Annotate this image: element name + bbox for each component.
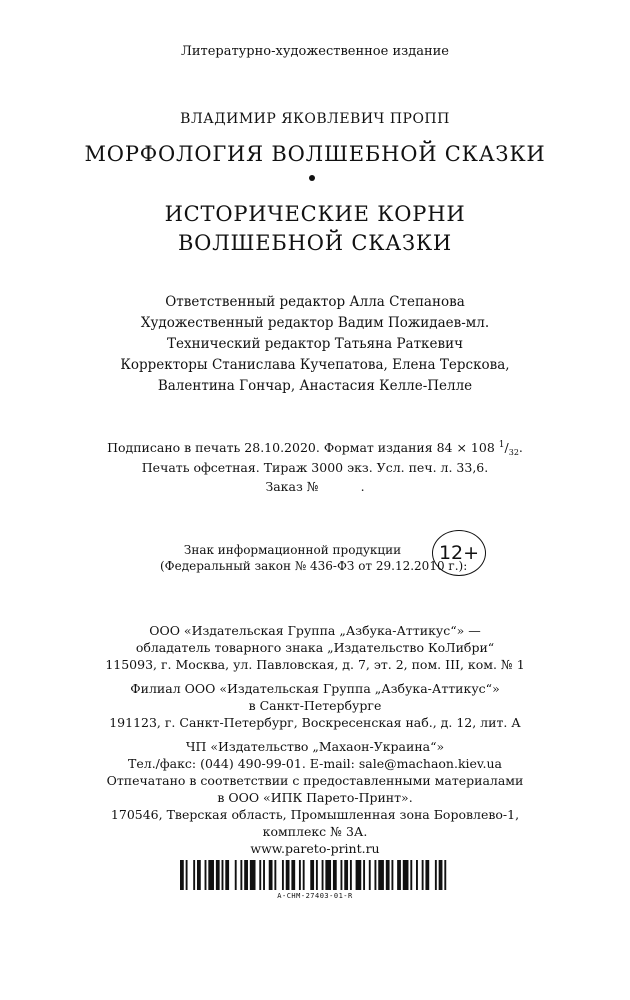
printer-line: комплекс № 3А. <box>262 824 368 839</box>
barcode-bar <box>282 860 284 890</box>
barcode-bar <box>291 860 295 890</box>
print-format-text: Подписано в печать 28.10.2020. Формат издания 84 × 108 <box>107 440 495 455</box>
editor-line: Валентина Гончар, Анастасия Келле-Пелле <box>157 378 473 394</box>
age-rating-label-line1: Знак информационной продукции <box>183 543 402 557</box>
editor-line: Технический редактор Татьяна Раткевич <box>166 336 464 352</box>
barcode-bar <box>225 860 229 890</box>
publisher-line: обладатель товарного знака „Издательство КоЛибри“ <box>135 640 495 655</box>
format-fraction-numerator: 1 <box>498 440 505 450</box>
barcode-bar <box>235 860 237 890</box>
barcode-bar <box>344 860 348 890</box>
imprint-type: Литературно-художественное издание <box>181 44 449 59</box>
barcode-bar <box>274 860 276 890</box>
barcode-bar <box>303 860 305 890</box>
book-title-1: МОРФОЛОГИЯ ВОЛШЕБНОЙ СКАЗКИ <box>84 142 546 166</box>
barcode-bar <box>333 860 337 890</box>
barcode-bar <box>197 860 201 890</box>
book-title-2-line2: ВОЛШЕБНОЙ СКАЗКИ <box>177 231 453 255</box>
barcode-bar <box>299 860 301 890</box>
barcode-bar <box>216 860 220 890</box>
barcode-bar <box>180 860 184 890</box>
barcode-bar <box>391 860 393 890</box>
barcode-bar <box>240 860 242 890</box>
printer-line: Отпечатано в соответствии с предоставленными материалами <box>106 773 524 788</box>
barcode-bar <box>350 860 352 890</box>
barcode-bar <box>186 860 188 890</box>
print-info-line2: Печать офсетная. Тираж 3000 экз. Усл. печ. л. 33,6. <box>141 460 489 475</box>
editor-line: Ответственный редактор Алла Степанова <box>165 294 465 310</box>
barcode-bar <box>340 860 342 890</box>
ukraine-line: Тел./факс: (044) 490-99-01. E-mail: sale@machaon.kiev.ua <box>128 756 502 771</box>
ukraine-line: ЧП «Издательство „Махаон-Украина“» <box>185 739 445 754</box>
publisher-line: ООО «Издательская Группа „Азбука-Аттикус“» — <box>149 623 481 638</box>
barcode-bar <box>244 860 248 890</box>
age-rating-badge: 12+ <box>432 530 486 576</box>
barcode-bar <box>410 860 412 890</box>
barcode-bar <box>444 860 446 890</box>
book-title-2-line1: ИСТОРИЧЕСКИЕ КОРНИ <box>164 202 466 226</box>
barcode-bar <box>439 860 443 890</box>
author-name: ВЛАДИМИР ЯКОВЛЕВИЧ ПРОПП <box>180 111 450 127</box>
printer-line: 170546, Тверская область, Промышленная зона Боровлево-1, <box>110 807 520 822</box>
printer-website: www.pareto-print.ru <box>250 841 380 856</box>
barcode-bar <box>269 860 273 890</box>
barcode-image <box>180 860 450 890</box>
barcode-bar <box>322 860 324 890</box>
barcode-bar <box>422 860 424 890</box>
barcode-bar <box>403 860 409 890</box>
branch-line: Филиал ООО «Издательская Группа „Азбука-Аттикус“» <box>130 681 500 696</box>
barcode-bar <box>374 860 376 890</box>
print-info-line3 <box>0 477 630 496</box>
barcode-bar <box>222 860 224 890</box>
barcode-bar <box>386 860 390 890</box>
barcode-label: А-СНМ-27403-01-R <box>277 892 353 900</box>
barcode-bar <box>425 860 429 890</box>
age-rating-block <box>0 530 630 580</box>
branch-line: в Санкт-Петербурге <box>248 698 382 713</box>
barcode-bar <box>263 860 265 890</box>
age-rating-label <box>160 542 468 574</box>
order-number-label: Заказ № <box>265 479 319 494</box>
barcode-bar <box>193 860 195 890</box>
editor-line: Корректоры Станислава Кучепатова, Елена Терскова, <box>120 357 510 373</box>
print-info-line1 <box>0 438 630 460</box>
format-fraction-denominator: 32 <box>508 448 519 457</box>
barcode-bar <box>356 860 362 890</box>
order-number-end: . <box>360 479 365 494</box>
barcode-bar <box>369 860 371 890</box>
barcode-bar <box>397 860 401 890</box>
barcode-bar <box>259 860 261 890</box>
barcode-bar <box>205 860 207 890</box>
branch-line: 191123, г. Санкт-Петербург, Воскресенская наб., д. 12, лит. А <box>109 715 521 730</box>
barcode-bar <box>286 860 290 890</box>
barcode-bar <box>325 860 331 890</box>
barcode-bar <box>310 860 314 890</box>
format-line-end: . <box>518 440 523 455</box>
editor-line: Художественный редактор Вадим Пожидаев-мл. <box>140 315 490 331</box>
barcode-bar <box>208 860 214 890</box>
barcode-bar <box>378 860 384 890</box>
barcode-bar <box>363 860 365 890</box>
publisher-line: 115093, г. Москва, ул. Павловская, д. 7, эт. 2, пом. III, ком. № 1 <box>105 657 525 672</box>
age-rating-label-line2: (Федеральный закон № 436-ФЗ от 29.12.2010 г.): <box>160 559 468 573</box>
format-fraction-separator: / <box>504 440 509 455</box>
bullet-separator-icon <box>0 170 630 184</box>
barcode-bar <box>416 860 418 890</box>
printer-line: в ООО «ИПК Парето-Принт». <box>217 790 413 805</box>
barcode-bar <box>250 860 256 890</box>
barcode-bar <box>316 860 318 890</box>
barcode-bar <box>435 860 437 890</box>
